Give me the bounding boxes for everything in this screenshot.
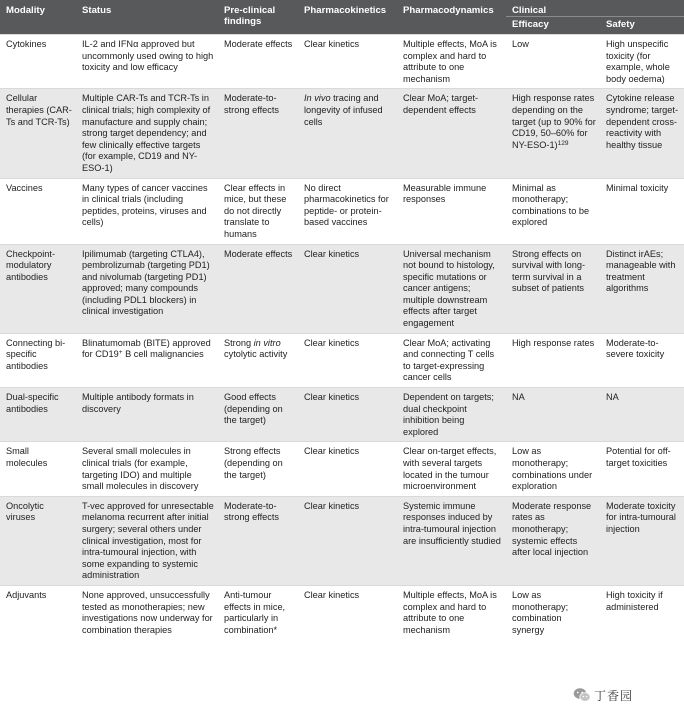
cell-safety: High toxicity if administered	[600, 585, 684, 639]
cell-efficacy	[506, 89, 600, 178]
preclinical-italic-text: in vitro	[253, 337, 281, 348]
cell-efficacy: Low as monotherapy; combination synergy	[506, 585, 600, 639]
cell-pharmacodynamics: Universal mechanism not bound to histology, specific mutations or cancer antigens; multiple downstream effects after target engagement	[397, 244, 506, 333]
cell-preclinical: Moderate effects	[218, 244, 298, 333]
cell-safety: Distinct irAEs; manageable with treatment algorithms	[600, 244, 684, 333]
cell-modality: Checkpoint-modulatory antibodies	[0, 244, 76, 333]
cell-modality: Vaccines	[0, 178, 76, 244]
cell-modality: Cellular therapies (CAR-Ts and TCR-Ts)	[0, 89, 76, 178]
table-row	[0, 244, 684, 333]
table-header	[0, 0, 684, 35]
cell-safety: NA	[600, 388, 684, 442]
cell-pharmacodynamics: Multiple effects, MoA is complex and hard to attribute to one mechanism	[397, 35, 506, 89]
cell-pharmacodynamics: Measurable immune responses	[397, 178, 506, 244]
cell-modality: Connecting bi-specific antibodies	[0, 333, 76, 387]
cell-pharmacodynamics: Clear MoA; target-dependent effects	[397, 89, 506, 178]
cell-status: Several small molecules in clinical trials (for example, targeting IDO) and multiple small molecules in discovery	[76, 442, 218, 496]
cell-preclinical: Strong effects (depending on the target)	[218, 442, 298, 496]
cell-pharmacodynamics: Multiple effects, MoA is complex and hard to attribute to one mechanism	[397, 585, 506, 639]
cell-modality: Oncolytic viruses	[0, 496, 76, 585]
cell-status: Multiple antibody formats in discovery	[76, 388, 218, 442]
superscript-plus: +	[118, 349, 123, 357]
status-text-end: B cell malignancies	[122, 349, 204, 360]
cell-modality: Cytokines	[0, 35, 76, 89]
cell-preclinical: Moderate-to-strong effects	[218, 496, 298, 585]
cell-efficacy: NA	[506, 388, 600, 442]
cell-efficacy: Strong effects on survival with long-term survival in a subset of patients	[506, 244, 600, 333]
table-row	[0, 333, 684, 387]
header-modality: Modality	[0, 0, 76, 35]
reference-marker: 129	[557, 139, 569, 147]
cell-pharmacokinetics: Clear kinetics	[298, 496, 397, 585]
cell-status: Ipilimumab (targeting CTLA4), pembrolizumab (targeting PD1) and nivolumab (targeting PD1) approved; many compounds (including PDL1 blockers) in clinical investigation	[76, 244, 218, 333]
cell-safety: Cytokine release syndrome; target-dependent cross-reactivity with healthy tissue	[600, 89, 684, 178]
cell-modality: Dual-specific antibodies	[0, 388, 76, 442]
cell-preclinical: Moderate effects	[218, 35, 298, 89]
cell-preclinical: Moderate-to-strong effects	[218, 89, 298, 178]
efficacy-text: High response rates depending on the target (up to 90% for CD19, 50–60% for NY-ESO-1)	[512, 93, 596, 150]
cell-safety: Moderate-to-severe toxicity	[600, 333, 684, 387]
cell-pharmacodynamics: Systemic immune responses induced by intra-tumoural injection are insufficiently studied	[397, 496, 506, 585]
preclinical-text: Strong	[224, 337, 254, 348]
cell-safety: Minimal toxicity	[600, 178, 684, 244]
status-text: Blinatumomab (BITE) approved for CD19	[82, 337, 211, 360]
cell-preclinical	[218, 333, 298, 387]
cell-pharmacodynamics: Clear on-target effects, with several targets located in the tumour microenvironment	[397, 442, 506, 496]
header-pharmacodynamics: Pharmacodynamics	[397, 0, 506, 35]
header-status: Status	[76, 0, 218, 35]
cell-status: Multiple CAR-Ts and TCR-Ts in clinical trials; high complexity of manufacture and supply chain; strong target dependency; and few clinically effective targets (for example, CD19 and NY-ESO-1)	[76, 89, 218, 178]
cell-preclinical: Good effects (depending on the target)	[218, 388, 298, 442]
cell-modality: Adjuvants	[0, 585, 76, 639]
watermark	[570, 686, 636, 708]
cell-pharmacokinetics: Clear kinetics	[298, 333, 397, 387]
header-preclinical: Pre-clinical findings	[218, 0, 298, 35]
cell-preclinical: Clear effects in mice, but these do not directly translate to humans	[218, 178, 298, 244]
cell-efficacy: High response rates	[506, 333, 600, 387]
cell-efficacy: Moderate response rates as monotherapy; systemic effects after local injection	[506, 496, 600, 585]
cell-pharmacokinetics: Clear kinetics	[298, 442, 397, 496]
pk-text: tracing and longevity of infused cells	[304, 93, 383, 127]
header-safety: Safety	[600, 17, 684, 35]
cell-safety: Potential for off-target toxicities	[600, 442, 684, 496]
preclinical-text-end: cytolytic activity	[224, 349, 288, 360]
table-row	[0, 89, 684, 178]
wechat-icon	[573, 687, 591, 707]
table-row	[0, 178, 684, 244]
cell-efficacy: Low	[506, 35, 600, 89]
cell-modality: Small molecules	[0, 442, 76, 496]
cell-pharmacokinetics	[298, 89, 397, 178]
cell-status: Many types of cancer vaccines in clinical trials (including peptides, proteins, viruses and cells)	[76, 178, 218, 244]
cell-status: None approved, unsuccessfully tested as monotherapies; new investigations now underway for combination therapies	[76, 585, 218, 639]
cell-safety: High unspecific toxicity (for example, whole body oedema)	[600, 35, 684, 89]
header-clinical: Clinical	[506, 0, 684, 17]
cell-status: IL-2 and IFNα approved but uncommonly used owing to high toxicity and low efficacy	[76, 35, 218, 89]
cell-pharmacodynamics: Dependent on targets; dual checkpoint inhibition being explored	[397, 388, 506, 442]
header-efficacy: Efficacy	[506, 17, 600, 35]
watermark-text: 丁香园	[594, 689, 634, 703]
cell-status: T-vec approved for unresectable melanoma recurrent after initial surgery; several others under clinical investigation, most for intra-tumoural injection, with some expanding to systemic administration	[76, 496, 218, 585]
cell-efficacy: Minimal as monotherapy; combinations to be explored	[506, 178, 600, 244]
cell-preclinical: Anti-tumour effects in mice, particularly in combination*	[218, 585, 298, 639]
cell-pharmacodynamics: Clear MoA; activating and connecting T cells to target-expressing cancer cells	[397, 333, 506, 387]
table-row	[0, 585, 684, 639]
table-row	[0, 35, 684, 89]
cell-safety: Moderate toxicity for intra-tumoural injection	[600, 496, 684, 585]
table-row	[0, 388, 684, 442]
cell-pharmacokinetics: Clear kinetics	[298, 388, 397, 442]
pk-italic-text: In vivo	[304, 93, 331, 104]
cell-pharmacokinetics: Clear kinetics	[298, 35, 397, 89]
cell-pharmacokinetics: Clear kinetics	[298, 244, 397, 333]
cell-efficacy: Low as monotherapy; combinations under exploration	[506, 442, 600, 496]
cell-pharmacokinetics: No direct pharmacokinetics for peptide- or protein-based vaccines	[298, 178, 397, 244]
cell-pharmacokinetics: Clear kinetics	[298, 585, 397, 639]
cell-status	[76, 333, 218, 387]
table-row	[0, 496, 684, 585]
table-row	[0, 442, 684, 496]
header-pharmacokinetics: Pharmacokinetics	[298, 0, 397, 35]
